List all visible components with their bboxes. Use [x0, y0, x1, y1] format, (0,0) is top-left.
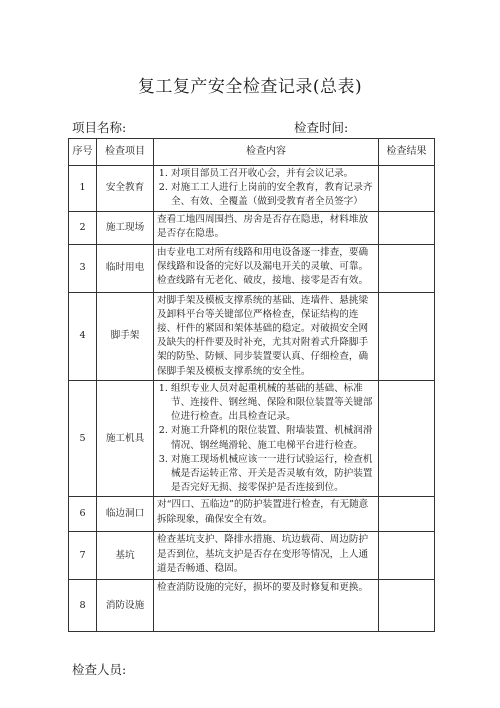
row-content: [154, 292, 379, 380]
row-content: [154, 244, 379, 292]
row-item: 基坑: [97, 532, 154, 580]
table-row: [69, 211, 435, 244]
table-header-row: [69, 139, 435, 166]
result-cell[interactable]: [379, 292, 435, 380]
content-step: 1. 组织专业人员对起重机械的基础的基础、标准节、连接件、钢丝绳、保险和限位装置等关键部位进行检查。出具检查记录。: [171, 382, 376, 425]
row-num: 8: [69, 580, 97, 632]
row-num: 5: [69, 380, 97, 497]
row-item: 安全教育: [97, 166, 154, 212]
table-row: [69, 532, 435, 580]
row-content: [154, 580, 379, 632]
row-num: 6: [69, 497, 97, 532]
row-item: 施工机具: [97, 380, 154, 497]
row-content: [154, 497, 379, 532]
document-title: 复工复产安全检查记录(总表): [137, 77, 363, 97]
header-content: 检查内容: [154, 139, 379, 166]
content-text: 检查基坑支护、降排水措施、坑边载荷、周边防护是否到位，基坑支护是否存在变形等情况，上人通道是否畅通、稳固。: [157, 534, 369, 574]
content-text: 对“四口、五临边”的防护装置进行检查，有无随意拆除现象，确保安全有效。: [157, 499, 369, 525]
row-num: 1: [69, 166, 97, 212]
table-row: [69, 580, 435, 632]
header-item: 检查项目: [97, 139, 154, 166]
content-step: 3. 对施工现场机械应该一一进行试验运行，检查机械是否运转正常、开关是否灵敏有效，防护装置是否完好无损、接零保护是否连接到位。: [171, 453, 376, 496]
result-cell[interactable]: [379, 211, 435, 244]
result-cell[interactable]: [379, 497, 435, 532]
row-content: [154, 166, 379, 212]
result-cell[interactable]: [379, 166, 435, 212]
content-step: 1. 对项目部员工召开收心会，并有会议记录。: [171, 167, 376, 181]
row-content: [154, 380, 379, 497]
inspector-label: 检查人员:: [72, 662, 127, 677]
header-result: 检查结果: [379, 139, 435, 166]
row-item: 施工现场: [97, 211, 154, 244]
row-content: [154, 211, 379, 244]
row-num: 2: [69, 211, 97, 244]
row-item: 临时用电: [97, 244, 154, 292]
table-row: [69, 244, 435, 292]
inspection-time-label: 检查时间:: [294, 120, 349, 135]
content-text: 对脚手架及模板支撑系统的基础、连墙件、悬挑梁及卸料平台等关键部位严格检查，保证结构的连接、杆件的紧固和架体基础的稳定。对破损安全网及缺失的杆件要及时补充，尤其对附着式升降脚手架的防坠、防倾、同步装置要认真、仔细检查，确保脚手架及模板支撑系统的安全性。: [157, 294, 369, 377]
content-text: 由专业电工对所有线路和用电设备逐一排查，要确保线路和设备的完好以及漏电开关的灵敏、可靠。检查线路有无老化、破皮，接地、接零是否有效。: [157, 246, 369, 287]
row-num: 4: [69, 292, 97, 380]
table-row: [69, 497, 435, 532]
header-num: 序号: [69, 139, 97, 166]
row-num: 7: [69, 532, 97, 580]
project-name-label: 项目名称:: [72, 120, 127, 135]
row-item: 临边洞口: [97, 497, 154, 532]
row-num: 3: [69, 244, 97, 292]
content-step: 2. 对施工工人进行上岗前的安全教育，教育记录齐全、有效、全覆盖（做到受教育者全员签字）: [171, 181, 376, 209]
result-cell[interactable]: [379, 532, 435, 580]
result-cell[interactable]: [379, 244, 435, 292]
row-item: 脚手架: [97, 292, 154, 380]
table-row: [69, 166, 435, 212]
table-row: [69, 380, 435, 497]
content-text: 检查消防设施的完好，损坏的要及时修复和更换。: [157, 582, 369, 594]
table-row: [69, 292, 435, 380]
content-text: 查看工地四周围挡、房舍是否存在隐患，材料堆放是否存在隐患。: [157, 213, 369, 239]
row-content: [154, 532, 379, 580]
content-step: 2. 对施工升降机的限位装置、附墙装置、机械润滑情况、钢丝绳滑轮、施工电梯平台进行检查。: [171, 424, 376, 452]
result-cell[interactable]: [379, 380, 435, 497]
result-cell[interactable]: [379, 580, 435, 632]
checklist-table: [68, 138, 435, 632]
row-item: 消防设施: [97, 580, 154, 632]
